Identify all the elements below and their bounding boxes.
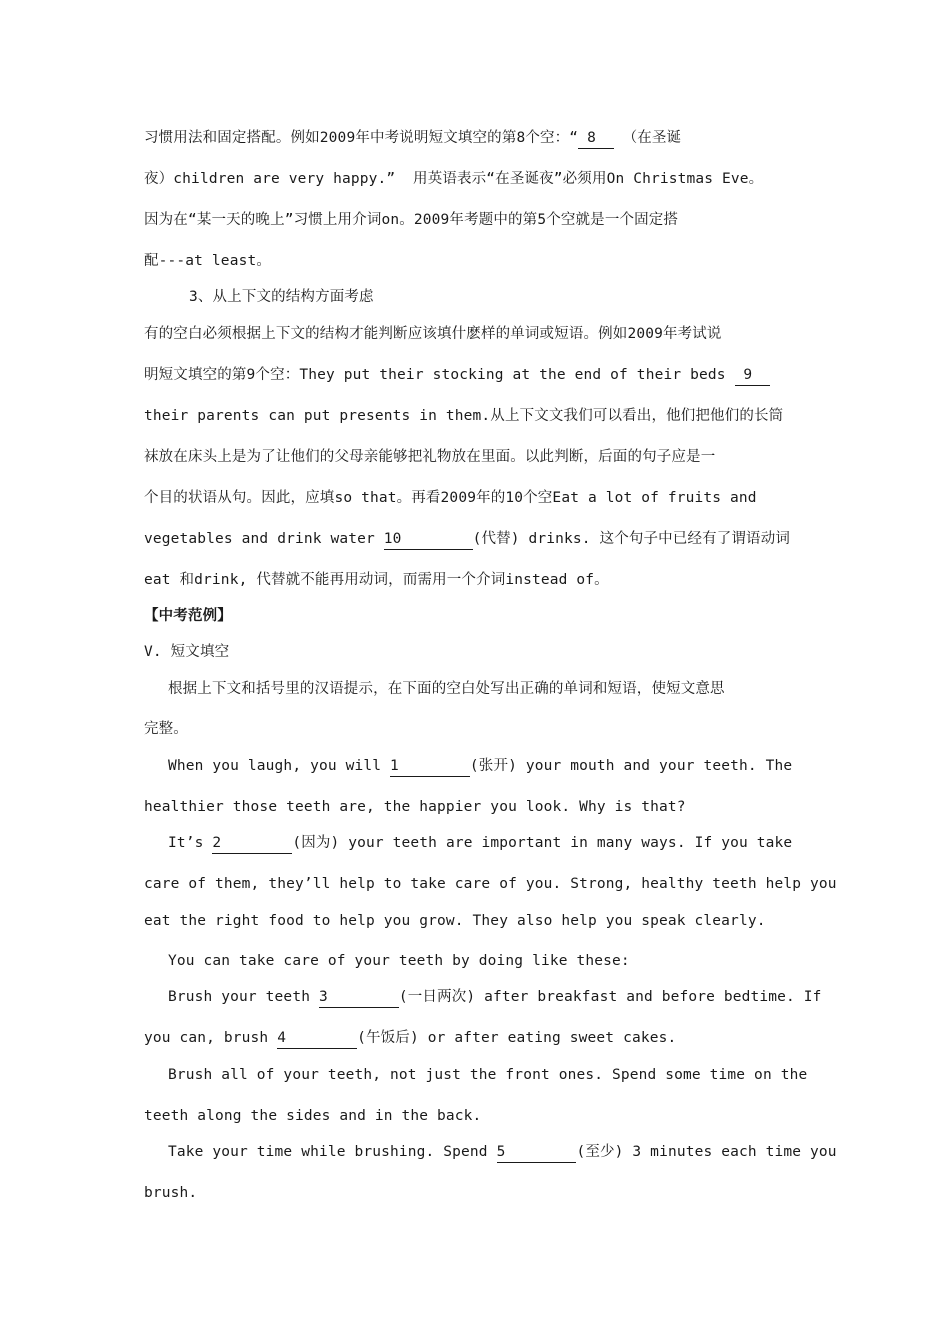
paragraph-line: 夜）children are very happy.” 用英语表示“在圣诞夜”必须用On Christmas Eve。 bbox=[144, 171, 764, 187]
line-text: 习惯用法和固定搭配。例如2009年中考说明短文填空的第8个空：“ bbox=[144, 130, 579, 146]
paragraph-line: eat 和drink, 代替就不能再用动词，而需用一个介词instead of。 bbox=[144, 572, 609, 588]
instruction-line: 根据上下文和括号里的汉语提示，在下面的空白处写出正确的单词和短语，使短文意思 bbox=[168, 681, 725, 697]
fill-blank: 10 bbox=[384, 531, 473, 550]
fill-blank: 3 bbox=[319, 989, 399, 1008]
paragraph-line bbox=[144, 529, 824, 550]
line-text: (张开) your mouth and your teeth. The bbox=[469, 758, 793, 774]
line-text: (因为) your teeth are important in many ways. If you take bbox=[292, 835, 793, 851]
line-text: Take your time while brushing. Spend bbox=[168, 1144, 497, 1160]
paragraph-line: their parents can put presents in them.从上下文文我们可以看出，他们把他们的长筒 bbox=[144, 408, 784, 424]
paragraph-line: 配---at least。 bbox=[144, 253, 271, 269]
fill-blank: 9 bbox=[735, 367, 771, 386]
exercise-title: V. 短文填空 bbox=[144, 644, 230, 660]
passage-line bbox=[144, 1028, 824, 1049]
fill-blank: 1 bbox=[390, 758, 470, 777]
line-text: (代替) drinks. 这个句子中已经有了谓语动词 bbox=[472, 531, 791, 547]
line-text: 明短文填空的第9个空：They put their stocking at the end of their beds bbox=[144, 367, 735, 383]
paragraph-line: 袜放在床头上是为了让他们的父母亲能够把礼物放在里面。以此判断，后面的句子应是一 bbox=[144, 449, 716, 465]
passage-line bbox=[168, 756, 848, 777]
line-text: When you laugh, you will bbox=[168, 758, 390, 774]
passage-line: care of them, they’ll help to take care of you. Strong, healthy teeth help you bbox=[144, 876, 837, 892]
fill-blank: 2 bbox=[212, 835, 292, 854]
line-text: It’s bbox=[168, 835, 213, 851]
paragraph-line: 因为在“某一天的晚上”习惯上用介词on。2009年考题中的第5个空就是一个固定搭 bbox=[144, 212, 679, 228]
line-text: you can, brush bbox=[144, 1030, 278, 1046]
fill-blank: 4 bbox=[277, 1030, 357, 1049]
passage-line: eat the right food to help you grow. They also help you speak clearly. bbox=[144, 913, 766, 929]
line-text: vegetables and drink water bbox=[144, 531, 384, 547]
section-title: 【中考范例】 bbox=[144, 608, 232, 624]
fill-blank: 8 bbox=[578, 130, 614, 149]
passage-line: You can take care of your teeth by doing like these: bbox=[168, 953, 630, 969]
passage-line: healthier those teeth are, the happier you look. Why is that? bbox=[144, 799, 686, 815]
line-text: （在圣诞 bbox=[613, 130, 682, 146]
paragraph-line: 个目的状语从句。因此，应填so that。再看2009年的10个空Eat a lot of fruits and bbox=[144, 490, 757, 506]
line-text: Brush your teeth bbox=[168, 989, 319, 1005]
line-text: (至少) 3 minutes each time you bbox=[576, 1144, 837, 1160]
passage-line bbox=[168, 1142, 848, 1163]
passage-line bbox=[168, 833, 848, 854]
passage-line bbox=[168, 987, 848, 1008]
line-text: (一日两次) after breakfast and before bedtime. If bbox=[398, 989, 822, 1005]
fill-blank: 5 bbox=[497, 1144, 577, 1163]
passage-line: brush. bbox=[144, 1185, 198, 1201]
line-text: (午饭后) or after eating sweet cakes. bbox=[357, 1030, 677, 1046]
paragraph-line bbox=[144, 365, 824, 386]
passage-line: teeth along the sides and in the back. bbox=[144, 1108, 482, 1124]
paragraph-line: 有的空白必须根据上下文的结构才能判断应该填什麽样的单词或短语。例如2009年考试说 bbox=[144, 326, 722, 342]
paragraph-line bbox=[144, 128, 824, 149]
instruction-line: 完整。 bbox=[144, 721, 188, 737]
section-heading: 3、从上下文的结构方面考虑 bbox=[189, 289, 374, 305]
passage-line: Brush all of your teeth, not just the front ones. Spend some time on the bbox=[168, 1067, 808, 1083]
